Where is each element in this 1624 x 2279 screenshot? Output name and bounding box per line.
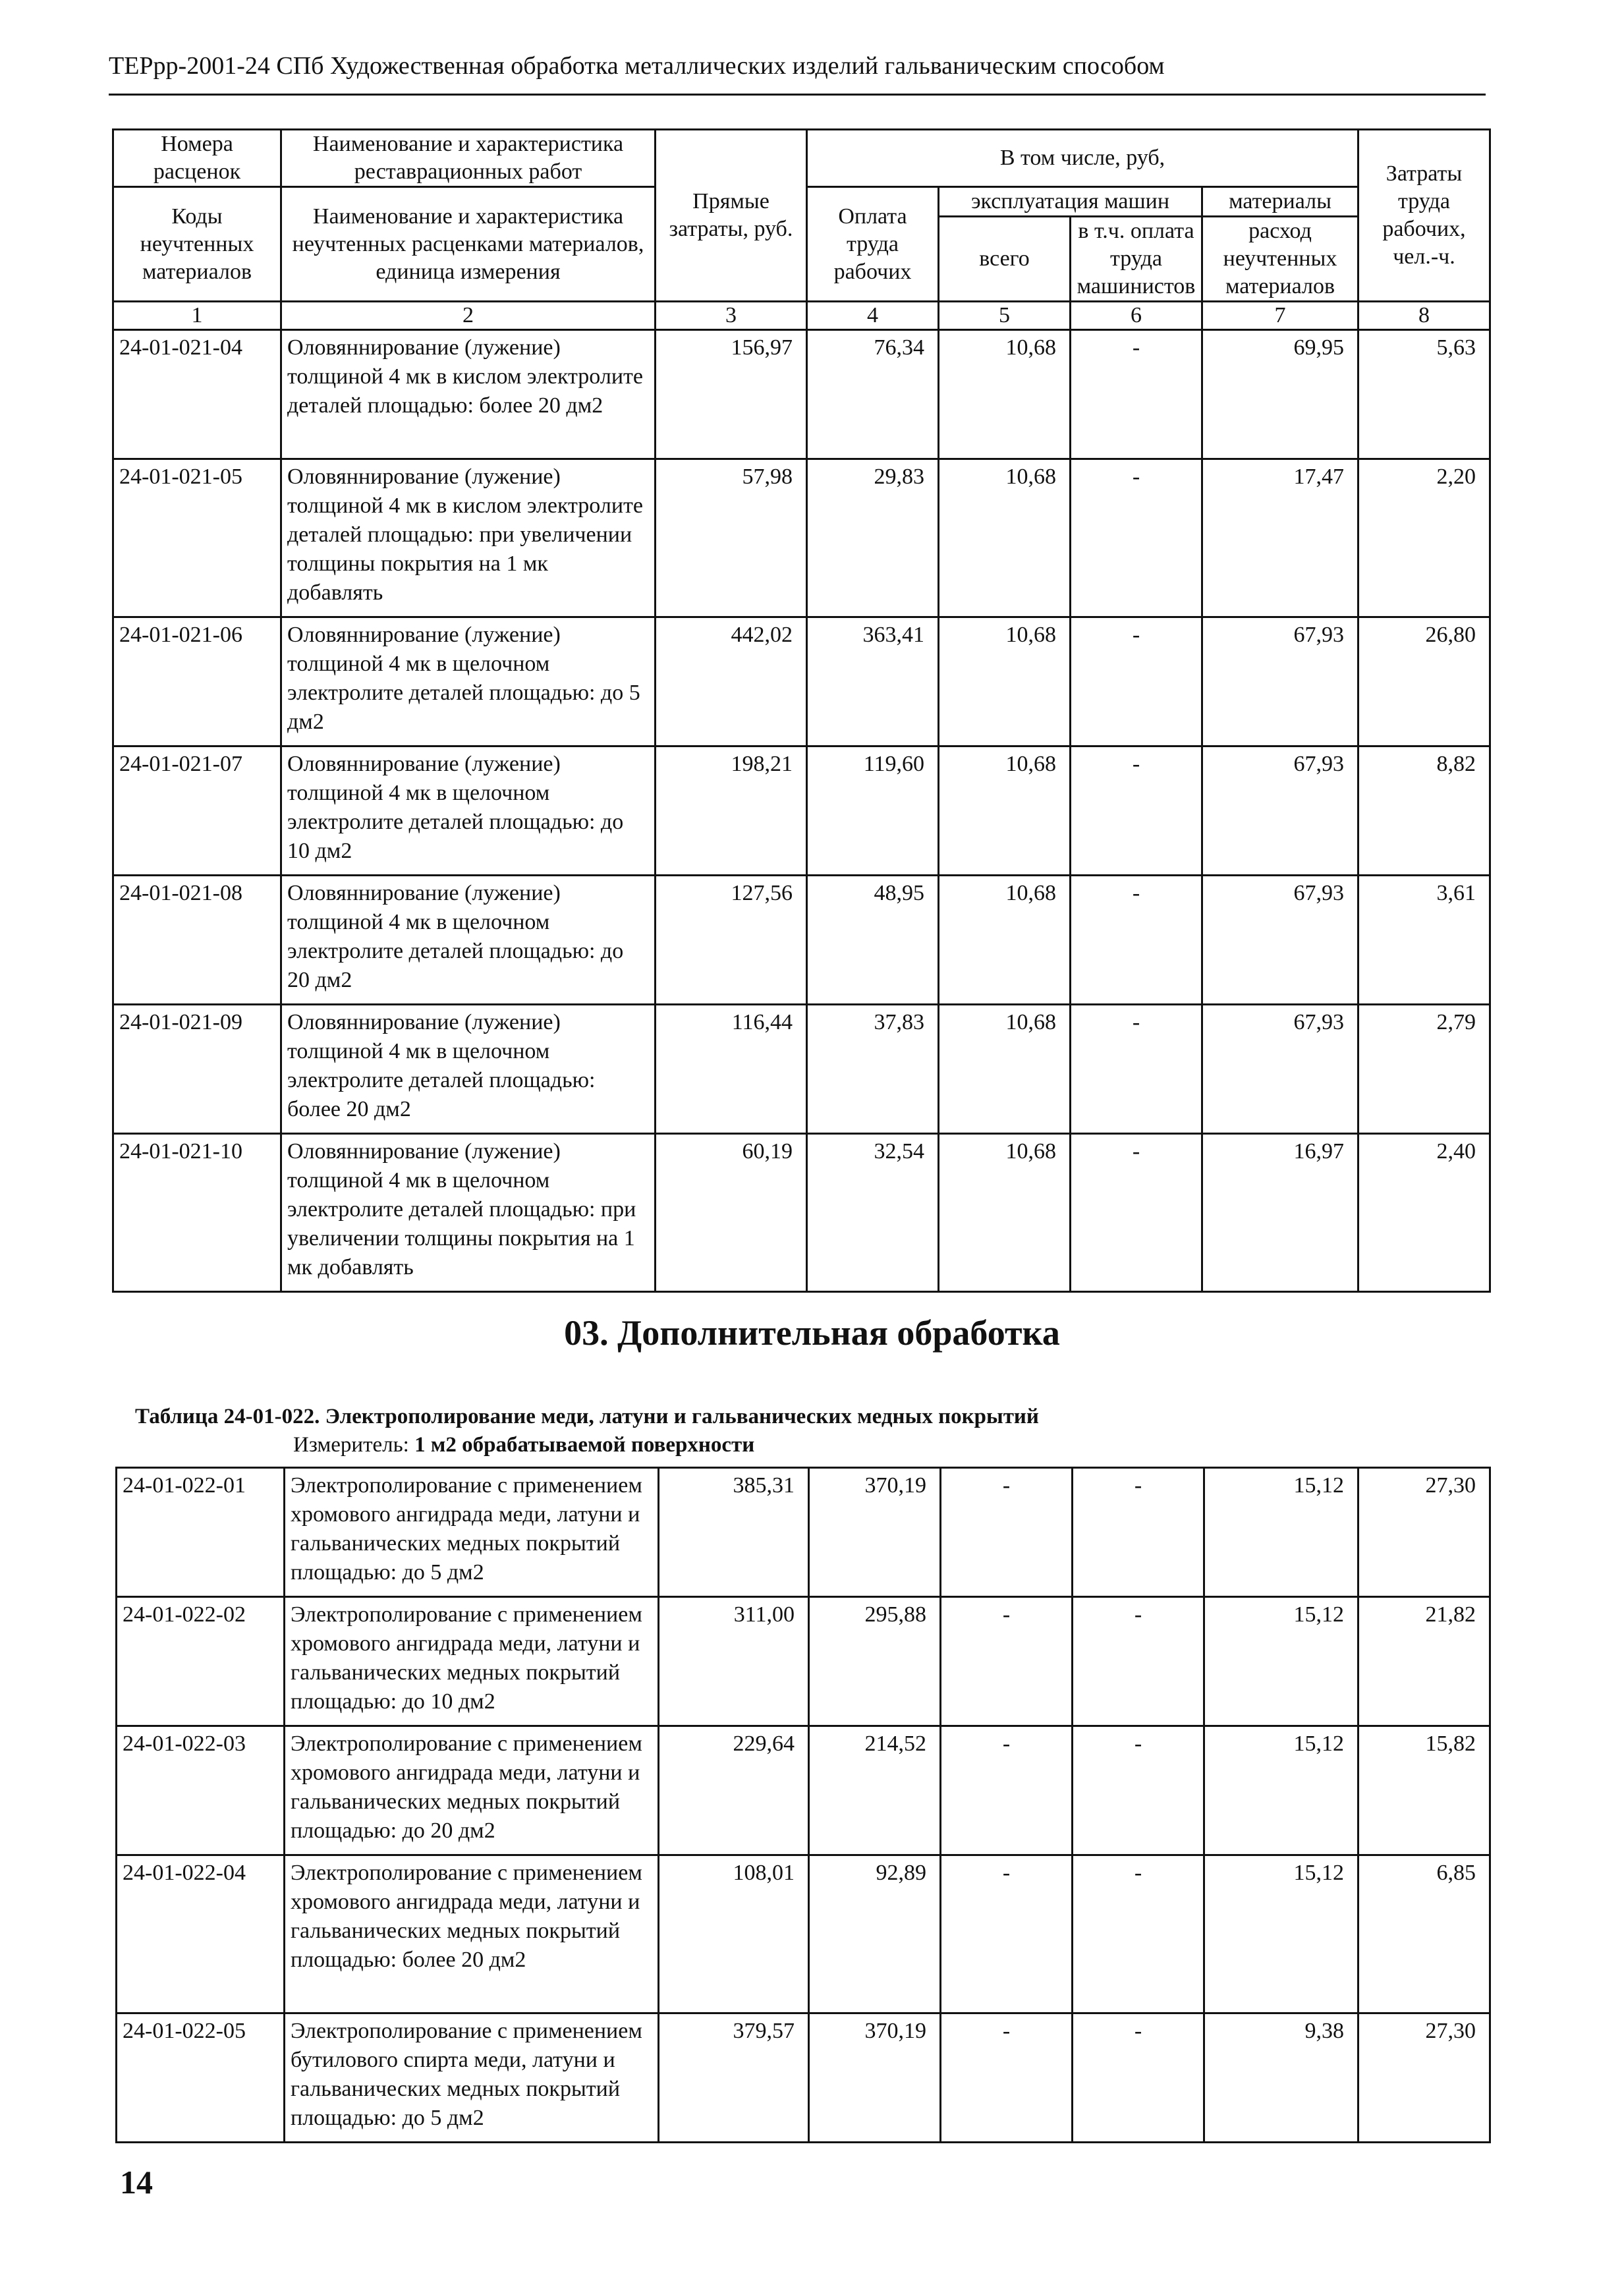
- direct-costs: 379,57: [659, 2013, 809, 2143]
- header-col5: всего: [939, 217, 1071, 302]
- machines-total: 10,68: [939, 746, 1071, 876]
- labor-hours: 27,30: [1358, 2013, 1490, 2143]
- rate-description: Оловяннирование (лужение) толщиной 4 мк в кислом электролите деталей площадью: более 20 дм2: [281, 330, 656, 459]
- labor-hours: 15,82: [1358, 1726, 1490, 1855]
- labor-hours: 2,20: [1358, 459, 1490, 617]
- rate-code: 24-01-021-04: [113, 330, 281, 459]
- page-header-title: ТЕРрр-2001-24 СПб Художественная обработка металлических изделий гальваническим способом: [109, 52, 1165, 80]
- materials-cost: 69,95: [1202, 330, 1358, 459]
- direct-costs: 442,02: [656, 617, 807, 746]
- unit-label: Измеритель:: [293, 1433, 409, 1457]
- machines-total: 10,68: [939, 459, 1071, 617]
- table-caption: Таблица 24-01-022. Электрополирование меди, латуни и гальванических медных покрытий: [135, 1405, 1039, 1428]
- column-number-5: 5: [939, 302, 1071, 330]
- electropolishing-table: [115, 1467, 1491, 2143]
- column-number-8: 8: [1358, 302, 1490, 330]
- labor-pay: 363,41: [807, 617, 939, 746]
- labor-pay: 370,19: [809, 2013, 941, 2143]
- table-row: [117, 1855, 1490, 2013]
- rate-code: 24-01-021-10: [113, 1134, 281, 1292]
- rate-code: 24-01-022-03: [117, 1726, 285, 1855]
- table-row: [113, 330, 1490, 459]
- header-col1-top: Номера расценок: [113, 130, 281, 187]
- rate-code: 24-01-021-07: [113, 746, 281, 876]
- labor-pay: 92,89: [809, 1855, 941, 2013]
- rate-code: 24-01-021-09: [113, 1005, 281, 1134]
- rate-description: Оловяннирование (лужение) толщиной 4 мк в щелочном электролите деталей площадью: при увеличении толщины покрытия на 1 мк добавлять: [281, 1134, 656, 1292]
- table-row: [113, 746, 1490, 876]
- rate-code: 24-01-022-02: [117, 1597, 285, 1726]
- direct-costs: 57,98: [656, 459, 807, 617]
- direct-costs: 60,19: [656, 1134, 807, 1292]
- header-col8: Затраты труда рабочих, чел.-ч.: [1358, 130, 1490, 302]
- header-materials-label: материалы: [1202, 187, 1358, 217]
- materials-cost: 67,93: [1202, 617, 1358, 746]
- page-number: 14: [120, 2164, 153, 2201]
- materials-cost: 17,47: [1202, 459, 1358, 617]
- labor-hours: 2,40: [1358, 1134, 1490, 1292]
- column-number-3: 3: [656, 302, 807, 330]
- machines-total: 10,68: [939, 330, 1071, 459]
- rate-code: 24-01-022-05: [117, 2013, 285, 2143]
- materials-cost: 15,12: [1204, 1597, 1358, 1726]
- rate-code: 24-01-021-08: [113, 876, 281, 1005]
- header-col2-bottom: Наименование и характеристика неучтенных расценками материалов, единица измерения: [281, 187, 656, 302]
- rate-description: Электрополирование с применением бутилового спирта меди, латуни и гальванических медных покрытий площадью: до 5 дм2: [285, 2013, 659, 2143]
- materials-cost: 67,93: [1202, 746, 1358, 876]
- table-row: [113, 617, 1490, 746]
- labor-pay: 76,34: [807, 330, 939, 459]
- direct-costs: 108,01: [659, 1855, 809, 2013]
- rate-description: Оловяннирование (лужение) толщиной 4 мк в щелочном электролите деталей площадью: до 20 дм2: [281, 876, 656, 1005]
- machinists-pay: -: [1073, 1468, 1204, 1597]
- table-row: [113, 876, 1490, 1005]
- table-row: [117, 2013, 1490, 2143]
- column-number-6: 6: [1071, 302, 1202, 330]
- direct-costs: 229,64: [659, 1726, 809, 1855]
- labor-hours: 5,63: [1358, 330, 1490, 459]
- labor-pay: 37,83: [807, 1005, 939, 1134]
- machinists-pay: -: [1071, 330, 1202, 459]
- table-unit: [293, 1433, 754, 1457]
- materials-cost: 9,38: [1204, 2013, 1358, 2143]
- labor-hours: 27,30: [1358, 1468, 1490, 1597]
- rates-table: [112, 128, 1491, 1293]
- materials-cost: 67,93: [1202, 1005, 1358, 1134]
- labor-hours: 6,85: [1358, 1855, 1490, 2013]
- machines-total: 10,68: [939, 876, 1071, 1005]
- rate-description: Оловяннирование (лужение) толщиной 4 мк в щелочном электролите деталей площадью: более 20 дм2: [281, 1005, 656, 1134]
- header-col6: в т.ч. оплата труда машинистов: [1071, 217, 1202, 302]
- rate-description: Оловяннирование (лужение) толщиной 4 мк в щелочном электролите деталей площадью: до 10 дм2: [281, 746, 656, 876]
- machinists-pay: -: [1073, 1726, 1204, 1855]
- machines-total: 10,68: [939, 617, 1071, 746]
- machinists-pay: -: [1071, 1134, 1202, 1292]
- rate-description: Оловяннирование (лужение) толщиной 4 мк в щелочном электролите деталей площадью: до 5 дм2: [281, 617, 656, 746]
- machinists-pay: -: [1071, 459, 1202, 617]
- labor-pay: 32,54: [807, 1134, 939, 1292]
- direct-costs: 198,21: [656, 746, 807, 876]
- machines-total: 10,68: [939, 1005, 1071, 1134]
- rate-description: Электрополирование с применением хромового ангидрада меди, латуни и гальванических медных покрытий площадью: до 10 дм2: [285, 1597, 659, 1726]
- direct-costs: 156,97: [656, 330, 807, 459]
- column-number-2: 2: [281, 302, 656, 330]
- machinists-pay: -: [1073, 1855, 1204, 2013]
- labor-pay: 29,83: [807, 459, 939, 617]
- machines-total: -: [941, 1726, 1073, 1855]
- labor-hours: 8,82: [1358, 746, 1490, 876]
- machinists-pay: -: [1071, 746, 1202, 876]
- materials-cost: 15,12: [1204, 1726, 1358, 1855]
- header-col2-top: Наименование и характеристика реставрационных работ: [281, 130, 656, 187]
- column-number-4: 4: [807, 302, 939, 330]
- machinists-pay: -: [1071, 617, 1202, 746]
- direct-costs: 311,00: [659, 1597, 809, 1726]
- column-number-1: 1: [113, 302, 281, 330]
- direct-costs: 116,44: [656, 1005, 807, 1134]
- labor-hours: 3,61: [1358, 876, 1490, 1005]
- labor-pay: 48,95: [807, 876, 939, 1005]
- machines-total: -: [941, 1597, 1073, 1726]
- direct-costs: 385,31: [659, 1468, 809, 1597]
- rate-code: 24-01-022-04: [117, 1855, 285, 2013]
- rate-code: 24-01-021-05: [113, 459, 281, 617]
- labor-hours: 21,82: [1358, 1597, 1490, 1726]
- labor-pay: 295,88: [809, 1597, 941, 1726]
- rate-code: 24-01-022-01: [117, 1468, 285, 1597]
- materials-cost: 67,93: [1202, 876, 1358, 1005]
- labor-pay: 119,60: [807, 746, 939, 876]
- rate-description: Оловяннирование (лужение) толщиной 4 мк в кислом электролите деталей площадью: при увеличении толщины покрытия на 1 мк добавлять: [281, 459, 656, 617]
- table-row: [117, 1468, 1490, 1597]
- header-col7: расход неучтенных материалов: [1202, 217, 1358, 302]
- rate-description: Электрополирование с применением хромового ангидрада меди, латуни и гальванических медных покрытий площадью: до 5 дм2: [285, 1468, 659, 1597]
- rate-description: Электрополирование с применением хромового ангидрада меди, латуни и гальванических медных покрытий площадью: более 20 дм2: [285, 1855, 659, 2013]
- machinists-pay: -: [1073, 1597, 1204, 1726]
- table-row: [117, 1726, 1490, 1855]
- rate-description: Электрополирование с применением хромового ангидрада меди, латуни и гальванических медных покрытий площадью: до 20 дм2: [285, 1726, 659, 1855]
- header-machines-label: эксплуатация машин: [939, 187, 1202, 217]
- table-row: [117, 1597, 1490, 1726]
- machinists-pay: -: [1071, 1005, 1202, 1134]
- labor-pay: 214,52: [809, 1726, 941, 1855]
- column-number-7: 7: [1202, 302, 1358, 330]
- section-title: 03. Дополнительная обработка: [564, 1313, 1060, 1353]
- labor-pay: 370,19: [809, 1468, 941, 1597]
- machinists-pay: -: [1071, 876, 1202, 1005]
- materials-cost: 15,12: [1204, 1468, 1358, 1597]
- machines-total: -: [941, 1855, 1073, 2013]
- labor-hours: 2,79: [1358, 1005, 1490, 1134]
- machines-total: -: [941, 2013, 1073, 2143]
- header-col3: Прямые затраты, руб.: [656, 130, 807, 302]
- rate-code: 24-01-021-06: [113, 617, 281, 746]
- materials-cost: 16,97: [1202, 1134, 1358, 1292]
- materials-cost: 15,12: [1204, 1855, 1358, 2013]
- header-group-label: В том числе, руб,: [807, 130, 1358, 187]
- table-row: [113, 459, 1490, 617]
- direct-costs: 127,56: [656, 876, 807, 1005]
- unit-value: 1 м2 обрабатываемой поверхности: [414, 1433, 755, 1457]
- header-col4: Оплата труда рабочих: [807, 187, 939, 302]
- labor-hours: 26,80: [1358, 617, 1490, 746]
- header-divider: [109, 94, 1486, 96]
- machinists-pay: -: [1073, 2013, 1204, 2143]
- table-row: [113, 1005, 1490, 1134]
- header-col1-bottom: Коды неучтенных материалов: [113, 187, 281, 302]
- table-row: [113, 1134, 1490, 1292]
- machines-total: 10,68: [939, 1134, 1071, 1292]
- machines-total: -: [941, 1468, 1073, 1597]
